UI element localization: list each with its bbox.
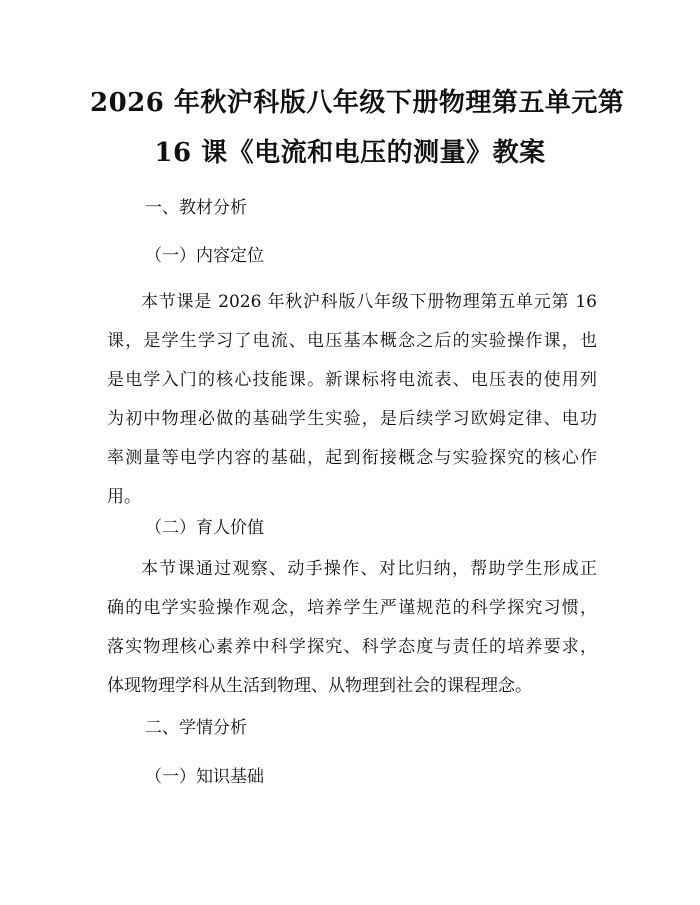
section-heading-learner-analysis: 二、学情分析 xyxy=(145,718,247,738)
document-title-line-1: 2026 年秋沪科版八年级下册物理第五单元第 xyxy=(90,88,625,118)
subsection-heading-educational-value: （二）育人价值 xyxy=(145,518,264,538)
paragraph-line: 课，是学生学习了电流、电压基本概念之后的实验操作课，也 xyxy=(107,331,597,351)
paragraph-content-positioning xyxy=(107,283,597,517)
paragraph-line: 落实物理核心素养中科学探究、科学态度与责任的培养要求， xyxy=(107,637,597,657)
paragraph-line: 确的电学实验操作观念，培养学生严谨规范的科学探究习惯， xyxy=(107,598,597,618)
paragraph-educational-value xyxy=(107,550,597,706)
paragraph-line: 体现物理学科从生活到物理、从物理到社会的课程理念。 xyxy=(107,676,532,696)
paragraph-line: 用。 xyxy=(107,487,141,507)
section-heading-textbook-analysis: 一、教材分析 xyxy=(145,198,247,218)
paragraph-line: 本节课是 2026 年秋沪科版八年级下册物理第五单元第 16 xyxy=(141,292,597,312)
paragraph-line: 本节课通过观察、动手操作、对比归纳，帮助学生形成正 xyxy=(141,559,597,579)
paragraph-line: 为初中物理必做的基础学生实验，是后续学习欧姆定律、电功 xyxy=(107,409,597,429)
subsection-heading-knowledge-base: （一）知识基础 xyxy=(145,767,264,787)
subsection-heading-content-positioning: （一）内容定位 xyxy=(145,246,264,266)
paragraph-line: 率测量等电学内容的基础，起到衔接概念与实验探究的核心作 xyxy=(107,448,597,468)
paragraph-line: 是电学入门的核心技能课。新课标将电流表、电压表的使用列 xyxy=(107,370,597,390)
document-title-line-2: 16 课《电流和电压的测量》教案 xyxy=(154,138,546,168)
